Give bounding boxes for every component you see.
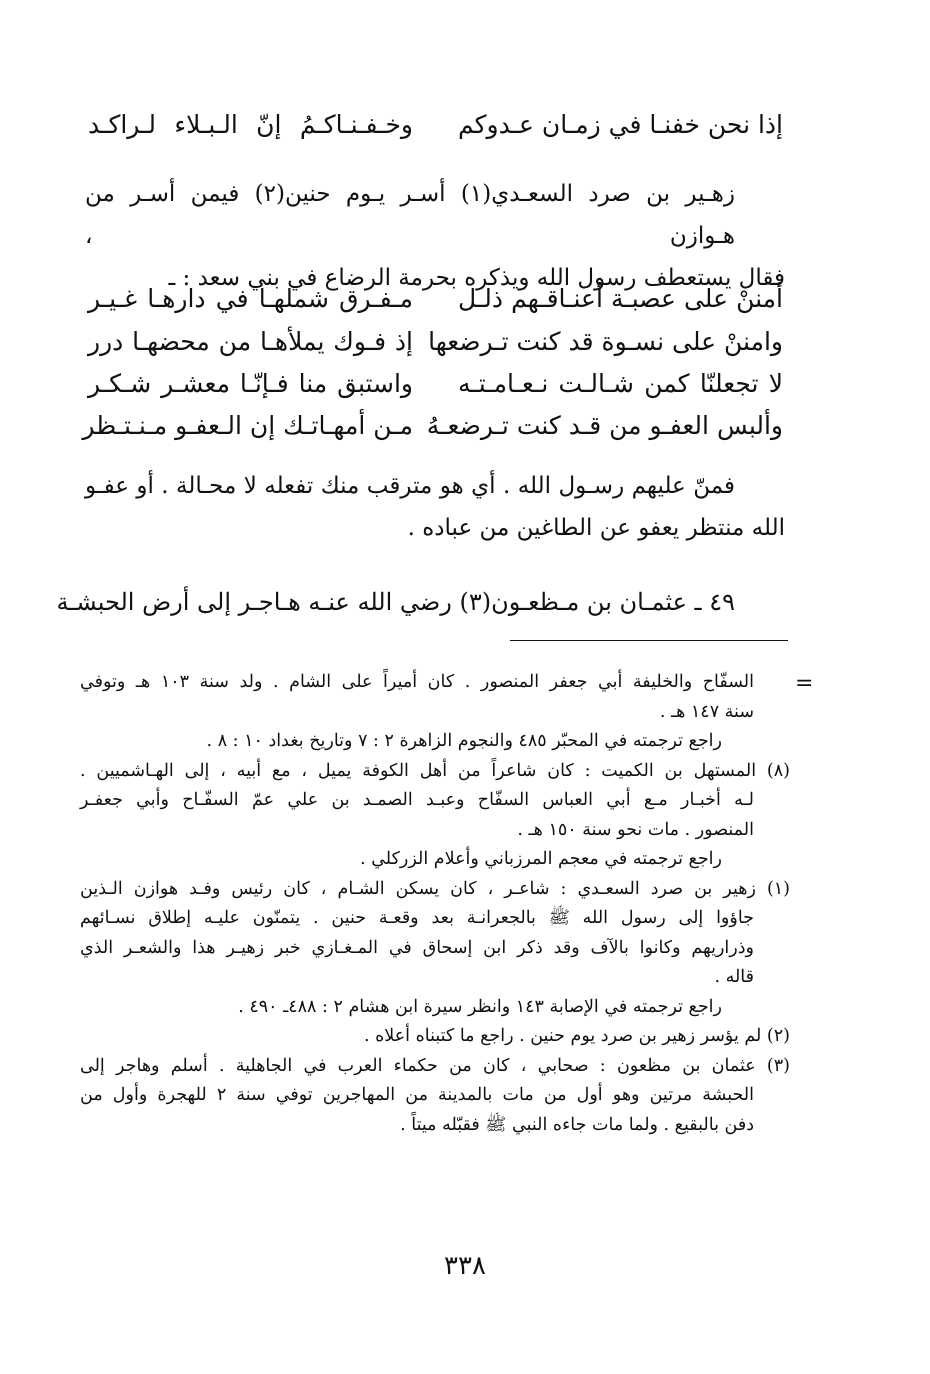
footnote-1-line: وذراريهم وكانوا بالآف وقد ذكر ابن إسحاق في المـغـازي خبر زهيـر هذا والشعـر الذي <box>80 937 754 958</box>
poem-verse-second-hemistich: واستبق منا فـإنّـا معشـر شـكـر <box>88 368 413 398</box>
footnote-1-line: قاله . <box>714 967 754 987</box>
footnotes <box>80 668 790 1140</box>
footnote-3-line: (٣) عثمان بن مظعون : صحابي ، كان من حكماء العرب في الجاهلية . أسلم وهاجر إلى <box>80 1055 790 1076</box>
poem-verse-second-hemistich: مـفـرق شملهـا في دارهـا غـيـر <box>88 283 413 313</box>
footnote-line: سنة ١٤٧ هـ . <box>659 701 754 722</box>
poem-verse-second-hemistich: إذ فـوك يملأهـا من محضهـا درر <box>88 326 413 356</box>
poem-verse <box>82 405 783 445</box>
after-poem-line-2: الله منتظر يعفو عن الطاغين من عباده . <box>407 515 785 541</box>
poem-verse-first-hemistich: وامننْ على نسـوة قد كنت تـرضعها <box>428 326 783 356</box>
after-poem-line-1: فمنّ عليهم رسـول الله . أي هو مترقب منك تفعله لا محـالة . أو عفـو <box>85 473 735 499</box>
footnote-2-line: (٢) لم يؤسر زهير بن صرد يوم حنين . راجع ما كتبناه أعلاه . <box>363 1026 790 1046</box>
intro-line-1: زهـير بن صرد السعـدي(١) أسـر يـوم حنين(٢) فيمن أسـر من هـوازن ، <box>85 181 735 249</box>
intro-line-2: فقال يستعطف رسول الله ويذكره بحرمة الرضاع في بني سعد : ـ <box>168 265 785 291</box>
verse-top <box>88 104 783 144</box>
poem-verse <box>88 321 783 361</box>
poem-verse-second-hemistich: مـن أمهـاتـك إن الـعفـو مـنـتـظر <box>82 410 413 440</box>
footnote-divider <box>510 640 788 641</box>
footnote-8-line: راجع ترجمته في معجم المرزباني وأعلام الزركلي . <box>360 849 722 869</box>
footnote-8-line: لـه أخبـار مـع أبي العباس السفّاح وعبـد الصمـد بن علي عمّ السفّـاح وأبي جعفـر <box>80 790 754 810</box>
poem-verse-first-hemistich: لا تجعلنّا كمن شـالـت نـعـامـتـه <box>458 368 783 398</box>
continuation-marker: = <box>795 671 814 696</box>
footnote-1-line: (١) زهير بن صرد السعـدي : شاعـر ، كان يسكن الشـام ، كان رئيس وفـد هوازن الـذين <box>80 878 790 899</box>
poem-verse-first-hemistich: أمننْ على عصبـة أعنـاقـهم ذلـل <box>458 283 783 313</box>
verse-top-second-hemistich: وخـفـنـاكـمُ إنّ الـبـلاء لـراكـد <box>88 109 413 139</box>
footnote-3-line: دفن بالبقيع . ولما مات جاءه النبي ﷺ فقبّله ميتاً . <box>400 1114 754 1135</box>
footnote-line: السفّاح والخليفة أبي جعفر المنصور . كان أميراً على الشام . ولد سنة ١٠٣ هـ وتوفي <box>80 672 755 692</box>
footnote-3-line: الحبشة مرتين وهو أول من مات بالمدينة من المهاجرين توفي سنة ٢ للهجرة وأول من <box>80 1085 754 1105</box>
footnote-line: راجع ترجمته في المحبّر ٤٨٥ والنجوم الزاهرة ٢ : ٧ وتاريخ بغداد ١٠ : ٨ . <box>206 731 722 751</box>
footnote-1-line: راجع ترجمته في الإصابة ١٤٣ وانظر سيرة ابن هشام ٢ : ٤٨٨ـ ٤٩٠ . <box>238 996 722 1017</box>
section-heading-text: ٤٩ ـ عثمـان بن مـظعـون(٣) رضي الله عنـه هـاجـر إلى أرض الحبشـة <box>56 588 735 616</box>
verse-top-first-hemistich: إذا نحن خفنـا في زمـان عـدوكم <box>458 109 783 139</box>
footnote-8-line: المنصور . مات نحو سنة ١٥٠ هـ . <box>517 819 754 840</box>
poem-verse <box>88 363 783 403</box>
page-number: ٣٣٨ <box>444 1251 486 1281</box>
footnote-1-line: جاؤوا إلى رسول الله ﷺ بالجعرانـة بعد وقعـة حنين . يتمنّون عليـه إطلاق نسـائهم <box>80 908 754 928</box>
after-poem-paragraph <box>85 465 785 549</box>
poem-verse-first-hemistich: وألبس العفـو من قـد كنت تـرضعـهُ <box>426 410 783 440</box>
footnote-8-line: (٨) المستهل بن الكميت : كان شاعراً من أهل الكوفة يميل ، مع أبيه ، إلى الهـاشميين . <box>80 760 790 781</box>
section-heading <box>56 582 785 622</box>
poem-verse <box>88 278 783 318</box>
